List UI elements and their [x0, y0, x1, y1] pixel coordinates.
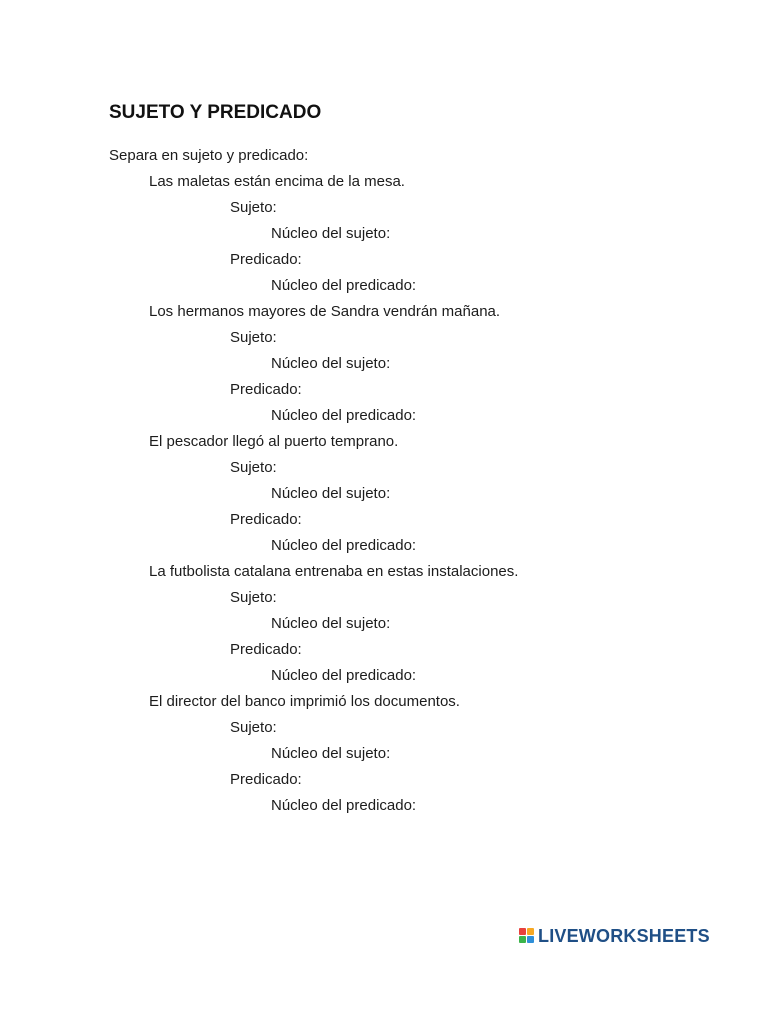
predicado-label: Predicado:	[230, 511, 302, 528]
sujeto-label: Sujeto:	[230, 459, 277, 476]
logo-square	[527, 928, 534, 935]
liveworksheets-logo-text: LIVEWORKSHEETS	[538, 926, 710, 946]
logo-square	[527, 936, 534, 943]
predicado-label: Predicado:	[230, 771, 302, 788]
nucleo-sujeto-label: Núcleo del sujeto:	[271, 485, 391, 502]
page-title: SUJETO Y PREDICADO	[109, 102, 322, 123]
logo-square	[519, 936, 526, 943]
nucleo-predicado-label: Núcleo del predicado:	[271, 537, 417, 554]
nucleo-sujeto-label: Núcleo del sujeto:	[271, 355, 391, 372]
exercise-sentence: El director del banco imprimió los documentos.	[149, 693, 460, 710]
exercise-sentence: El pescador llegó al puerto temprano.	[149, 433, 399, 450]
sujeto-label: Sujeto:	[230, 719, 277, 736]
predicado-label: Predicado:	[230, 381, 302, 398]
predicado-label: Predicado:	[230, 641, 302, 658]
predicado-label: Predicado:	[230, 251, 302, 268]
nucleo-sujeto-label: Núcleo del sujeto:	[271, 225, 391, 242]
sujeto-label: Sujeto:	[230, 589, 277, 606]
sujeto-label: Sujeto:	[230, 199, 277, 216]
exercise-sentence: Las maletas están encima de la mesa.	[149, 173, 405, 190]
nucleo-predicado-label: Núcleo del predicado:	[271, 407, 417, 424]
nucleo-predicado-label: Núcleo del predicado:	[271, 277, 417, 294]
nucleo-predicado-label: Núcleo del predicado:	[271, 667, 417, 684]
liveworksheets-logo	[519, 926, 710, 946]
liveworksheets-logo-icon	[519, 928, 535, 944]
nucleo-sujeto-label: Núcleo del sujeto:	[271, 745, 391, 762]
nucleo-predicado-label: Núcleo del predicado:	[271, 797, 417, 814]
exercise-sentence: Los hermanos mayores de Sandra vendrán mañana.	[149, 303, 501, 320]
instruction-text: Separa en sujeto y predicado:	[109, 147, 309, 164]
exercise-sentence: La futbolista catalana entrenaba en estas instalaciones.	[149, 563, 519, 580]
nucleo-sujeto-label: Núcleo del sujeto:	[271, 615, 391, 632]
logo-square	[519, 928, 526, 935]
sujeto-label: Sujeto:	[230, 329, 277, 346]
